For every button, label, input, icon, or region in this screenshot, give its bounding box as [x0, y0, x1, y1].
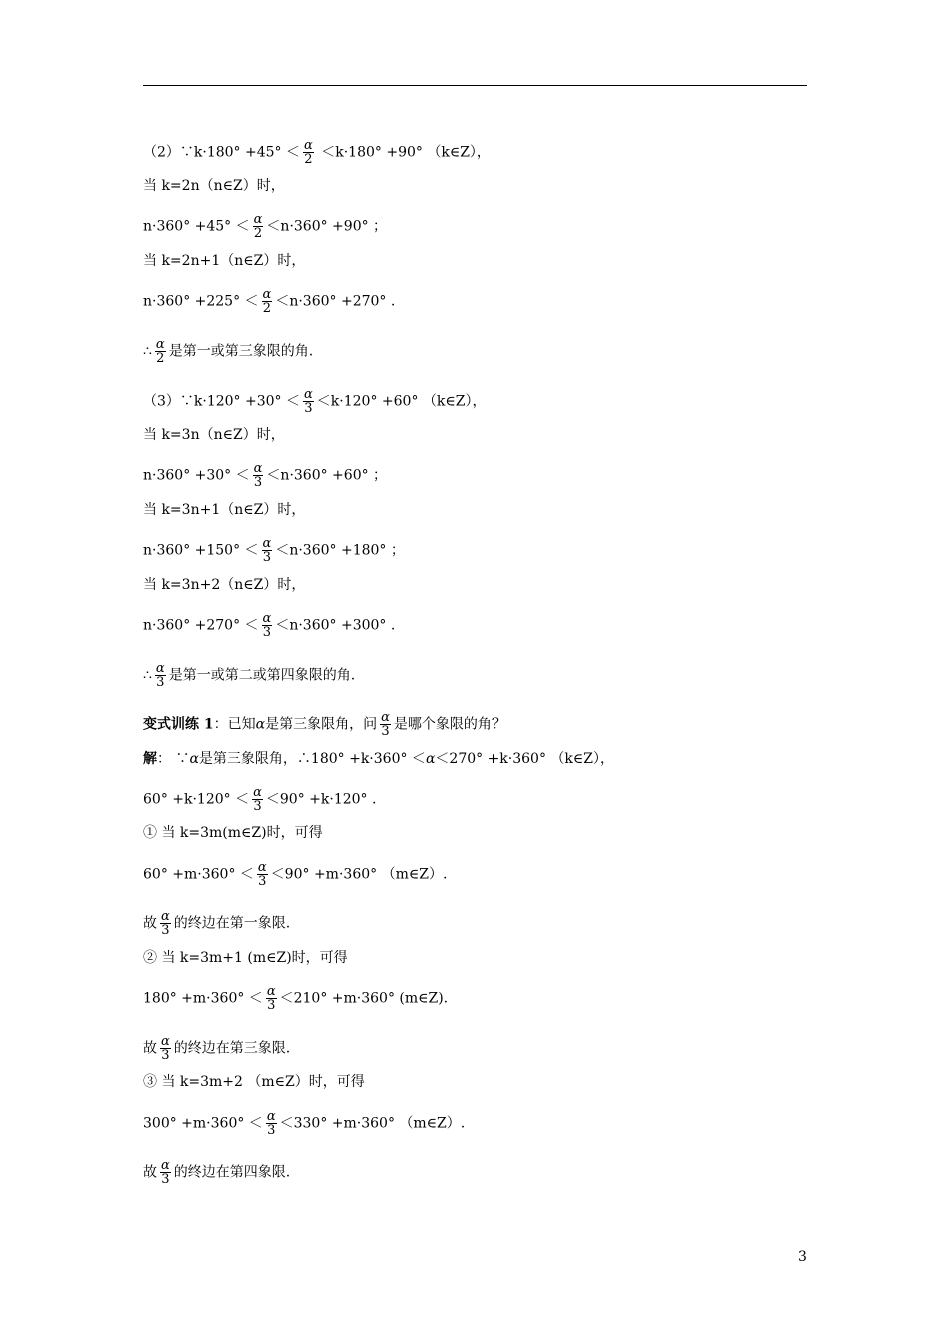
- fraction-alpha-3: $\frac{\alpha}{3}$: [161, 1158, 170, 1187]
- fraction-alpha-2: $\frac{\alpha}{2}$: [262, 287, 272, 316]
- fraction-alpha-2: $\frac{\alpha}{2}$: [304, 138, 313, 167]
- header-rule: [143, 85, 807, 86]
- exercise-question: 变式训练 1：已知α是第三象限角，问 $\frac{\alpha}{3}$ 是哪个象限的角？: [143, 710, 506, 739]
- exercise-title: 变式训练 1: [143, 716, 214, 733]
- fraction-alpha-2: $\frac{\alpha}{2}$: [253, 212, 263, 241]
- fraction-alpha-3: $\frac{\alpha}{3}$: [262, 611, 272, 640]
- fraction-alpha-2: $\frac{\alpha}{2}$: [155, 337, 165, 366]
- case-1-inequality: 60° +m·360° ＜ $\frac{\alpha}{3}$ ＜90° +m·360° （m∈Z）.: [143, 860, 448, 889]
- fraction-alpha-3: $\frac{\alpha}{3}$: [381, 710, 390, 739]
- part2-line-1: （2）∵k·180° +45° ＜ $\frac{\alpha}{2}$ ＜k·180° +90° （k∈Z），: [143, 138, 491, 167]
- part2-line-5: n·360° +225° ＜ $\frac{\alpha}{2}$ ＜n·360° +270° .: [143, 287, 396, 316]
- fraction-alpha-3: $\frac{\alpha}{3}$: [266, 1109, 276, 1138]
- fraction-alpha-3: $\frac{\alpha}{3}$: [155, 661, 165, 690]
- case-2-heading: ② 当 k=3m+1 (m∈Z)时，可得: [143, 950, 348, 966]
- solution-line-2: 60° +k·120° ＜ $\frac{\alpha}{3}$ ＜90° +k·120° .: [143, 785, 377, 814]
- case-1-result: 故 $\frac{\alpha}{3}$ 的终边在第一象限.: [143, 909, 291, 938]
- part3-conclusion: ∴ $\frac{\alpha}{3}$ 是第一或第二或第四象限的角.: [143, 661, 356, 690]
- part2-conclusion: ∴ $\frac{\alpha}{2}$ 是第一或第三象限的角.: [143, 337, 314, 366]
- solution-line-1: 解： ∵α是第三象限角，∴180° +k·360° ＜α＜270° +k·360° （k∈Z），: [143, 751, 614, 767]
- fraction-alpha-3: $\frac{\alpha}{3}$: [304, 387, 313, 416]
- case-3-result: 故 $\frac{\alpha}{3}$ 的终边在第四象限.: [143, 1158, 291, 1187]
- part3-line-2: 当 k=3n（n∈Z）时，: [143, 427, 285, 443]
- fraction-alpha-3: $\frac{\alpha}{3}$: [266, 984, 276, 1013]
- part3-line-6: 当 k=3n+2（n∈Z）时，: [143, 577, 306, 593]
- solution-label: 解: [143, 751, 157, 767]
- fraction-alpha-3: $\frac{\alpha}{3}$: [161, 909, 170, 938]
- fraction-alpha-3: $\frac{\alpha}{3}$: [262, 536, 272, 565]
- case-2-inequality: 180° +m·360° ＜ $\frac{\alpha}{3}$ ＜210° +m·360° (m∈Z).: [143, 984, 449, 1013]
- part2-line-4: 当 k=2n+1（n∈Z）时，: [143, 253, 306, 269]
- case-2-result: 故 $\frac{\alpha}{3}$ 的终边在第三象限.: [143, 1034, 291, 1063]
- case-3-inequality: 300° +m·360° ＜ $\frac{\alpha}{3}$ ＜330° +m·360° （m∈Z）.: [143, 1109, 466, 1138]
- case-3-heading: ③ 当 k=3m+2 （m∈Z）时，可得: [143, 1074, 365, 1090]
- part3-line-7: n·360° +270° ＜ $\frac{\alpha}{3}$ ＜n·360° +300° .: [143, 611, 396, 640]
- part2-line-3: n·360° +45° ＜ $\frac{\alpha}{2}$ ＜n·360° +90° ；: [143, 212, 388, 241]
- case-1-heading: ① 当 k=3m(m∈Z)时，可得: [143, 825, 323, 841]
- page-number: 3: [798, 1249, 807, 1265]
- fraction-alpha-3: $\frac{\alpha}{3}$: [161, 1034, 170, 1063]
- part3-line-3: n·360° +30° ＜ $\frac{\alpha}{3}$ ＜n·360° +60° ；: [143, 461, 388, 490]
- part3-line-5: n·360° +150° ＜ $\frac{\alpha}{3}$ ＜n·360° +180° ；: [143, 536, 405, 565]
- fraction-alpha-3: $\frac{\alpha}{3}$: [253, 461, 263, 490]
- part3-line-1: （3）∵k·120° +30° ＜ $\frac{\alpha}{3}$ ＜k·120° +60° （k∈Z），: [143, 387, 487, 416]
- part3-line-4: 当 k=3n+1（n∈Z）时，: [143, 502, 306, 518]
- part2-line-2: 当 k=2n（n∈Z）时，: [143, 178, 285, 194]
- fraction-alpha-3: $\frac{\alpha}{3}$: [253, 785, 262, 814]
- fraction-alpha-3: $\frac{\alpha}{3}$: [257, 860, 267, 889]
